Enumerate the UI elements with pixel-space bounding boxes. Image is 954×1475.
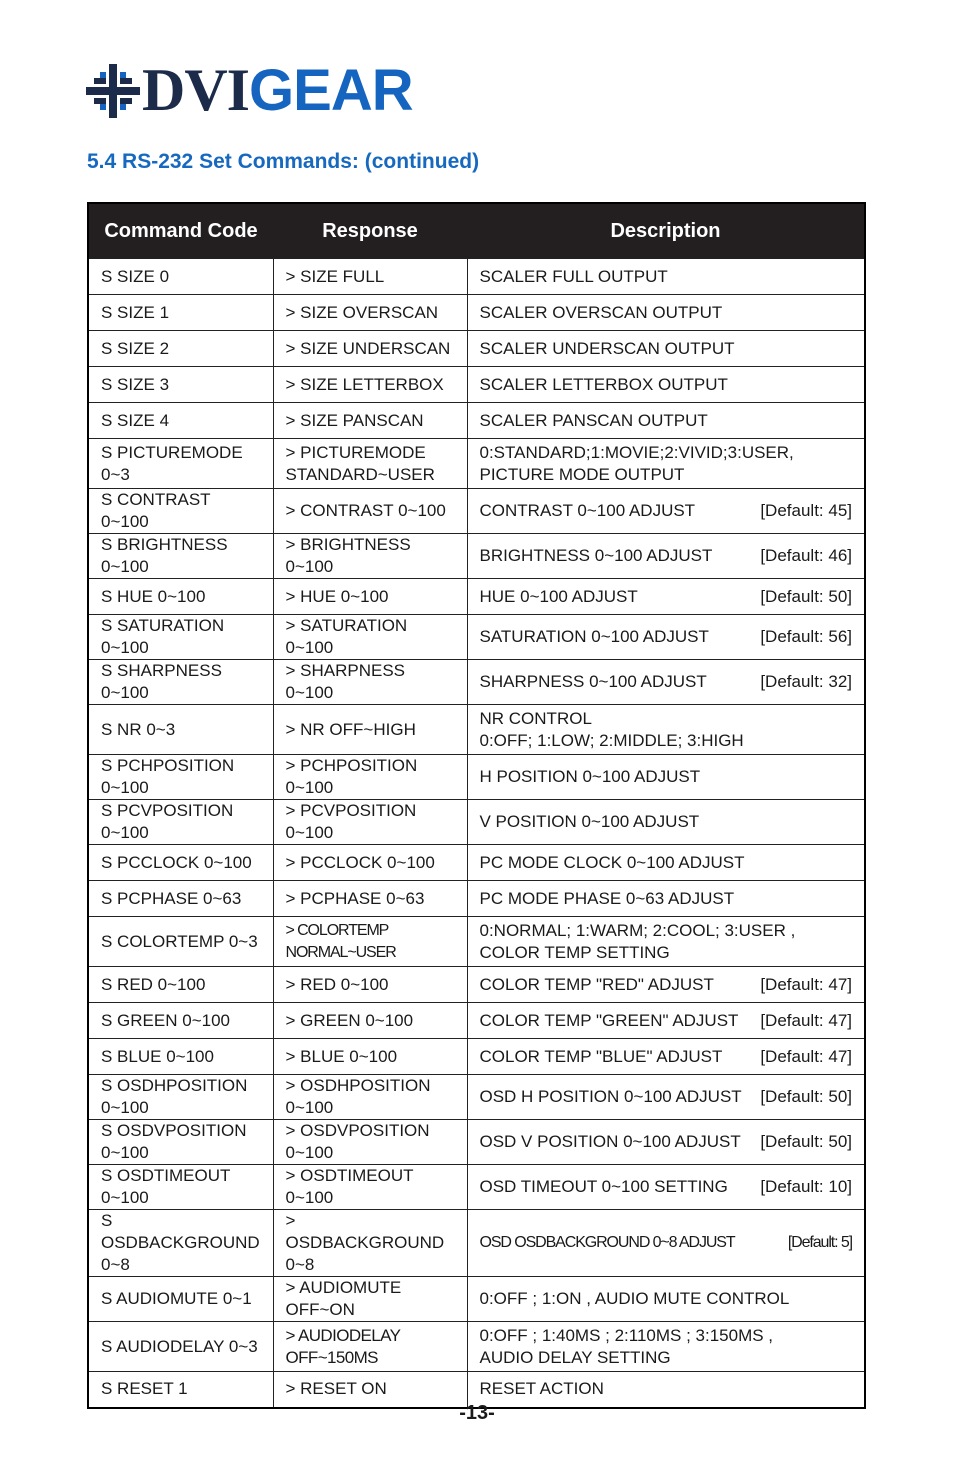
response-line: > PICTUREMODE	[285, 442, 426, 462]
description-line	[480, 302, 853, 324]
cell-description	[467, 1003, 865, 1039]
description-text: COLOR TEMP "RED" ADJUST	[479, 974, 714, 994]
description-text: SATURATION 0~100 ADJUST	[479, 627, 709, 646]
cell-response	[273, 755, 467, 800]
table-row	[88, 331, 865, 367]
cell-response	[273, 1003, 467, 1039]
description-text: 0:OFF ; 1:ON , AUDIO MUTE CONTROL	[479, 1289, 790, 1308]
cell-response	[273, 1210, 467, 1277]
brand-name-dvi: DVI	[142, 57, 250, 123]
cell-command-code: S OSDVPOSITION 0~100	[88, 1120, 273, 1165]
cell-description	[467, 615, 865, 660]
response-line: > OSDTIMEOUT 0~100	[285, 1166, 414, 1207]
cell-description	[467, 800, 865, 845]
table-row	[88, 1075, 865, 1120]
cell-response	[273, 331, 467, 367]
response-line: > GREEN 0~100	[285, 1010, 414, 1030]
response-line: > PCCLOCK 0~100	[285, 852, 435, 872]
default-value: [Default: 5]	[787, 1234, 852, 1251]
cell-response	[273, 439, 467, 489]
cell-command-code: S GREEN 0~100	[88, 1003, 273, 1039]
brand-logo	[86, 57, 413, 123]
cell-description	[467, 755, 865, 800]
cell-response	[273, 705, 467, 755]
response-line: > SIZE LETTERBOX	[285, 374, 444, 394]
description-text: OSD TIMEOUT 0~100 SETTING	[479, 1177, 728, 1196]
cell-description	[467, 367, 865, 403]
table-row	[88, 489, 865, 534]
description-text: SCALER OVERSCAN OUTPUT	[479, 302, 723, 322]
cell-command-code: S PCPHASE 0~63	[88, 881, 273, 917]
table-row	[88, 660, 865, 705]
description-text: SHARPNESS 0~100 ADJUST	[479, 672, 707, 691]
cell-response	[273, 845, 467, 881]
cell-response	[273, 800, 467, 845]
default-value: [Default: 47]	[760, 974, 852, 994]
description-line	[480, 1131, 853, 1153]
response-line: > CONTRAST 0~100	[285, 501, 446, 520]
cell-response	[273, 489, 467, 534]
cell-command-code: S SIZE 3	[88, 367, 273, 403]
section-title: 5.4 RS-232 Set Commands: (continued)	[87, 150, 480, 173]
description-text: SCALER LETTERBOX OUTPUT	[479, 374, 728, 394]
table-row	[88, 705, 865, 755]
response-line: > RESET ON	[285, 1379, 387, 1399]
response-line: > OSDHPOSITION 0~100	[285, 1076, 431, 1117]
response-line: > SIZE OVERSCAN	[285, 302, 439, 322]
cell-command-code: S SHARPNESS 0~100	[88, 660, 273, 705]
description-text: OSD OSDBACKGROUND 0~8 ADJUST	[479, 1234, 735, 1251]
description-line	[480, 266, 853, 288]
cell-command-code: S COLORTEMP 0~3	[88, 917, 273, 967]
cell-response	[273, 1075, 467, 1120]
description-line	[480, 852, 853, 874]
default-value: [Default: 50]	[760, 1087, 852, 1106]
description-line	[480, 1046, 853, 1068]
description-text: BRIGHTNESS 0~100 ADJUST	[479, 546, 713, 565]
default-value: [Default: 32]	[760, 672, 852, 691]
description-line	[480, 974, 853, 996]
response-line: > SHARPNESS 0~100	[285, 661, 406, 702]
description-text: H POSITION 0~100 ADJUST	[479, 767, 701, 786]
header-response: Response	[273, 203, 467, 259]
cell-command-code: S OSDBACKGROUND 0~8	[88, 1210, 273, 1277]
description-text: NR CONTROL	[479, 708, 592, 728]
description-text: SCALER PANSCAN OUTPUT	[479, 410, 708, 430]
cell-command-code: S RED 0~100	[88, 967, 273, 1003]
response-line-2: STANDARD~USER	[285, 464, 435, 484]
table-row	[88, 295, 865, 331]
description-line	[480, 1232, 853, 1254]
description-text: SCALER UNDERSCAN OUTPUT	[479, 338, 735, 358]
table-row	[88, 615, 865, 660]
description-text: PC MODE CLOCK 0~100 ADJUST	[479, 852, 745, 872]
dvigear-cross-icon	[86, 64, 140, 118]
cell-response	[273, 534, 467, 579]
default-value: [Default: 10]	[760, 1177, 852, 1196]
cell-command-code: S SIZE 0	[88, 259, 273, 295]
description-line	[480, 1378, 853, 1400]
description-line	[480, 671, 853, 693]
description-text: V POSITION 0~100 ADJUST	[479, 812, 700, 831]
cell-response	[273, 1039, 467, 1075]
description-text: SCALER FULL OUTPUT	[479, 266, 668, 286]
cell-command-code: S AUDIOMUTE 0~1	[88, 1277, 273, 1322]
response-line: > SIZE UNDERSCAN	[285, 338, 451, 358]
cell-description	[467, 1075, 865, 1120]
cell-response	[273, 967, 467, 1003]
table-row	[88, 1003, 865, 1039]
cell-command-code: S RESET 1	[88, 1372, 273, 1408]
table-row	[88, 1277, 865, 1322]
commands-table	[87, 202, 866, 1409]
cell-command-code: S PCVPOSITION 0~100	[88, 800, 273, 845]
cell-command-code: S SATURATION 0~100	[88, 615, 273, 660]
cell-description	[467, 1039, 865, 1075]
cell-description	[467, 534, 865, 579]
default-value: [Default: 45]	[760, 501, 852, 520]
response-line: > AUDIOMUTE OFF~ON	[285, 1278, 402, 1319]
cell-response	[273, 1322, 467, 1372]
response-line: > OSDVPOSITION 0~100	[285, 1121, 430, 1162]
cell-description	[467, 967, 865, 1003]
header-description: Description	[467, 203, 865, 259]
description-text: OSD H POSITION 0~100 ADJUST	[479, 1087, 742, 1106]
cell-description	[467, 1120, 865, 1165]
description-line	[480, 1325, 853, 1347]
cell-response	[273, 1165, 467, 1210]
page-number: -13-	[459, 1402, 495, 1424]
cell-command-code: S CONTRAST 0~100	[88, 489, 273, 534]
cell-command-code: S OSDTIMEOUT 0~100	[88, 1165, 273, 1210]
cell-command-code: S OSDHPOSITION 0~100	[88, 1075, 273, 1120]
description-line	[480, 442, 853, 464]
table-header-row	[88, 203, 865, 259]
cell-description	[467, 579, 865, 615]
description-text: COLOR TEMP "BLUE" ADJUST	[479, 1046, 723, 1066]
description-line	[480, 811, 853, 833]
response-line: > PCPHASE 0~63	[285, 888, 425, 908]
cell-description	[467, 295, 865, 331]
cell-description	[467, 845, 865, 881]
cell-description	[467, 660, 865, 705]
cell-description	[467, 917, 865, 967]
cell-description	[467, 403, 865, 439]
table-row	[88, 967, 865, 1003]
description-text: 0:STANDARD;1:MOVIE;2:VIVID;3:USER,	[479, 442, 794, 462]
table-row	[88, 439, 865, 489]
table-row	[88, 845, 865, 881]
description-line	[480, 500, 853, 522]
response-line: > BRIGHTNESS 0~100	[285, 535, 411, 576]
response-line: > SIZE PANSCAN	[285, 410, 424, 430]
cell-command-code: S AUDIODELAY 0~3	[88, 1322, 273, 1372]
response-line: > RED 0~100	[285, 974, 389, 994]
response-line: > BLUE 0~100	[285, 1046, 398, 1066]
response-line: > PCVPOSITION 0~100	[285, 801, 417, 842]
default-value: [Default: 50]	[760, 1132, 852, 1151]
cell-description	[467, 1210, 865, 1277]
response-line: > OSDBACKGROUND 0~8	[285, 1211, 445, 1274]
cell-command-code: S BRIGHTNESS 0~100	[88, 534, 273, 579]
brand-wordmark	[142, 57, 413, 123]
description-line-2: 0:OFF; 1:LOW; 2:MIDDLE; 3:HIGH	[479, 730, 744, 750]
cell-description	[467, 489, 865, 534]
response-line: > HUE 0~100	[285, 586, 389, 606]
cell-description	[467, 1277, 865, 1322]
description-text: PC MODE PHASE 0~63 ADJUST	[479, 888, 735, 908]
table-row	[88, 917, 865, 967]
cell-description	[467, 705, 865, 755]
cell-command-code: S SIZE 1	[88, 295, 273, 331]
description-line	[480, 545, 853, 567]
table-row	[88, 579, 865, 615]
description-text: 0:OFF ; 1:40MS ; 2:110MS ; 3:150MS ,	[479, 1325, 774, 1345]
cell-response	[273, 579, 467, 615]
description-line	[480, 586, 853, 608]
description-text: CONTRAST 0~100 ADJUST	[479, 501, 696, 520]
table-row	[88, 367, 865, 403]
response-line: > SATURATION 0~100	[285, 616, 408, 657]
description-text: COLOR TEMP "GREEN" ADJUST	[479, 1010, 739, 1030]
response-line: > COLORTEMP NORMAL~USER	[285, 921, 396, 961]
description-line-2: COLOR TEMP SETTING	[479, 942, 670, 962]
table-row	[88, 1039, 865, 1075]
default-value: [Default: 56]	[760, 627, 852, 646]
table-row	[88, 1210, 865, 1277]
table-row	[88, 534, 865, 579]
cell-description	[467, 881, 865, 917]
description-line	[480, 888, 853, 910]
default-value: [Default: 50]	[760, 586, 852, 606]
description-line	[480, 766, 853, 788]
table-row	[88, 755, 865, 800]
cell-description	[467, 331, 865, 367]
cell-command-code: S SIZE 4	[88, 403, 273, 439]
table-row	[88, 1165, 865, 1210]
description-text: 0:NORMAL; 1:WARM; 2:COOL; 3:USER ,	[479, 920, 796, 940]
description-line	[480, 1010, 853, 1032]
description-text: OSD V POSITION 0~100 ADJUST	[479, 1132, 741, 1151]
default-value: [Default: 47]	[760, 1046, 852, 1066]
cell-response	[273, 403, 467, 439]
header-command-code: Command Code	[88, 203, 273, 259]
default-value: [Default: 46]	[760, 546, 852, 565]
cell-response	[273, 1120, 467, 1165]
response-line: > PCHPOSITION 0~100	[285, 756, 418, 797]
cell-response	[273, 295, 467, 331]
default-value: [Default: 47]	[760, 1010, 852, 1030]
description-line-2: AUDIO DELAY SETTING	[479, 1347, 671, 1367]
description-line	[480, 1086, 853, 1108]
table-row	[88, 1322, 865, 1372]
description-text: RESET ACTION	[479, 1379, 604, 1399]
cell-command-code: S PCCLOCK 0~100	[88, 845, 273, 881]
description-line	[480, 626, 853, 648]
description-line	[480, 1288, 853, 1310]
response-line: > AUDIODELAY OFF~150MS	[285, 1325, 401, 1367]
description-line	[480, 374, 853, 396]
cell-description	[467, 439, 865, 489]
response-line: > NR OFF~HIGH	[285, 719, 416, 739]
response-line: > SIZE FULL	[285, 266, 385, 286]
cell-command-code: S HUE 0~100	[88, 579, 273, 615]
cell-response	[273, 1277, 467, 1322]
cell-response	[273, 259, 467, 295]
cell-description	[467, 1322, 865, 1372]
cell-response	[273, 660, 467, 705]
table-row	[88, 1120, 865, 1165]
description-line	[480, 1176, 853, 1198]
brand-name-gear: GEAR	[249, 58, 413, 123]
cell-response	[273, 917, 467, 967]
table-row	[88, 259, 865, 295]
table-row	[88, 403, 865, 439]
cell-description	[467, 1165, 865, 1210]
description-text: HUE 0~100 ADJUST	[479, 586, 638, 606]
cell-response	[273, 615, 467, 660]
table-row	[88, 800, 865, 845]
cell-command-code: S SIZE 2	[88, 331, 273, 367]
cell-command-code: S NR 0~3	[88, 705, 273, 755]
cell-response	[273, 367, 467, 403]
cell-description	[467, 259, 865, 295]
cell-response	[273, 881, 467, 917]
description-line-2: PICTURE MODE OUTPUT	[479, 464, 685, 484]
cell-command-code: S BLUE 0~100	[88, 1039, 273, 1075]
description-line	[480, 338, 853, 360]
description-line	[480, 708, 853, 730]
cell-command-code: S PCHPOSITION 0~100	[88, 755, 273, 800]
table-row	[88, 881, 865, 917]
cell-command-code: S PICTUREMODE 0~3	[88, 439, 273, 489]
description-line	[480, 920, 853, 942]
description-line	[480, 410, 853, 432]
